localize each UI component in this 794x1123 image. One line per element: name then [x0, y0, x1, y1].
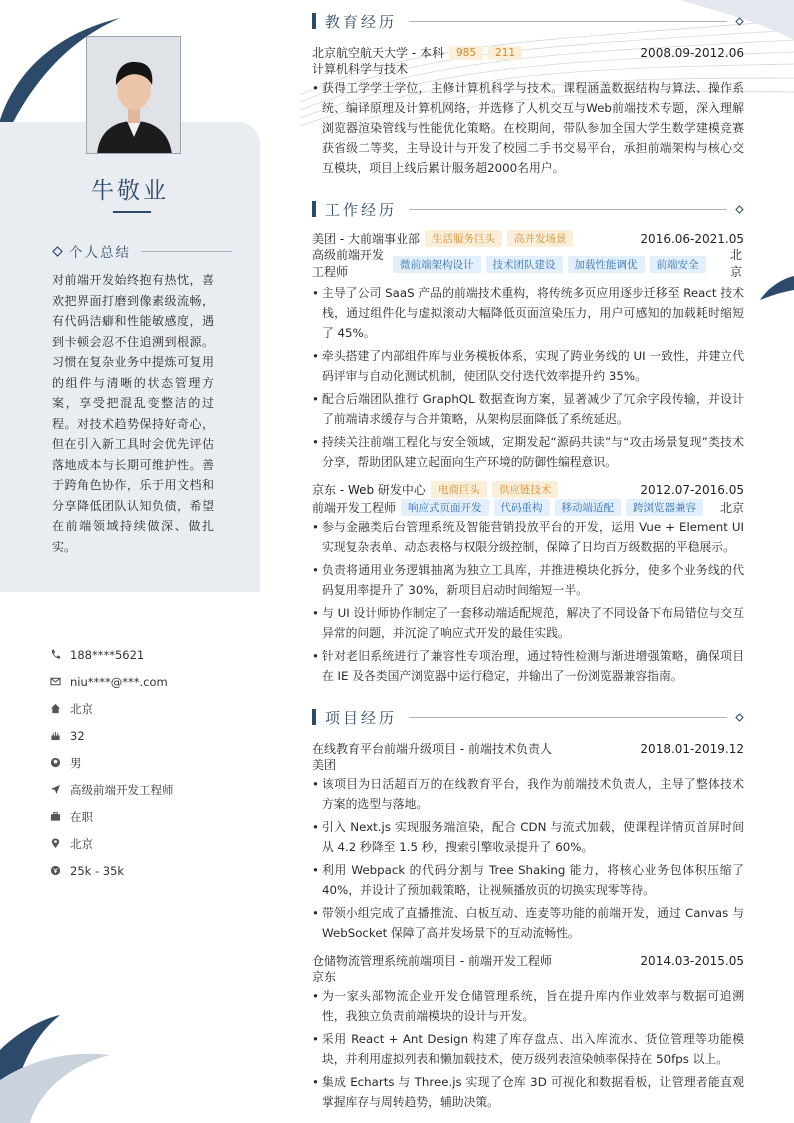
date-range: 2016.06-2021.05: [640, 231, 744, 246]
contact-value: niu****@***.com: [70, 674, 168, 689]
work-title: 工作经历: [325, 200, 398, 219]
contact-age: [50, 722, 250, 749]
contact-value: 25k - 35k: [70, 863, 125, 878]
project-name: 在线教育平台前端升级项目 - 前端技术负责人: [312, 742, 552, 756]
skill-tag: 加载性能调优: [568, 256, 645, 273]
person-name: 牛敬业: [91, 178, 169, 204]
education-title: 教育经历: [325, 12, 398, 31]
school-name: 北京航空航天大学 - 本科: [312, 46, 444, 60]
project-name: 仓储物流管理系统前端项目 - 前端开发工程师: [312, 954, 552, 968]
money-icon: [50, 865, 61, 876]
diamond-icon: [52, 246, 63, 257]
contact-phone: [50, 641, 250, 668]
diamond-icon: [735, 17, 744, 26]
projects-title: 项目经历: [325, 708, 398, 727]
contact-value: 32: [70, 728, 85, 743]
project-entry: [312, 740, 744, 946]
contact-home: [50, 695, 250, 722]
contact-value: 高级前端开发工程师: [70, 782, 174, 797]
bullet-item: • 负责将通用业务逻辑抽离为独立工具库，并推进模块化拆分，使多个业务线的代码复用率提升了 30%，新项目启动时间缩短一半。: [312, 560, 744, 600]
project-org: 京东: [312, 970, 337, 984]
section-bar: [312, 709, 316, 725]
summary-header: [52, 241, 232, 261]
job-role: 高级前端开发工程师: [312, 248, 385, 279]
project-entry: [312, 952, 744, 1115]
project-org: 美团: [312, 758, 337, 772]
tag-badge: 985: [449, 46, 483, 60]
bullet-item: • 采用 React + Ant Design 构建了库存盘点、出入库流水、货位管理等功能模块，并利用虚拟列表和懒加载技术，使万级列表渲染帧率保持在 50fps 以上。: [312, 1029, 744, 1069]
contact-value: 在职: [70, 809, 93, 824]
gender-icon: [50, 757, 61, 768]
bullet-item: • 获得工学学士学位，主修计算机科学与技术。课程涵盖数据结构与算法、操作系统、编译原理及计算机网络，并选修了人机交互与Web前端技术专题，深入理解浏览器渲染管线与性能优化策略。在校期间，带队参加全国大学生数学建模竞赛获省级二等奖，主导设计与开发了校园二手书交易平台，承担前端架构与核心交互模块，项目上线后累计服务超2000名用户。: [312, 78, 744, 178]
section-divider: [409, 21, 727, 22]
education-header: [312, 10, 744, 32]
mail-icon: [50, 676, 61, 687]
bullet-item: • 主导了公司 SaaS 产品的前端技术重构，将传统多页应用逐步迁移至 React 技术栈，通过组件化与虚拟滚动大幅降低页面渲染压力，用户可感知的加载耗时缩短了 45%。: [312, 283, 744, 343]
summary-text: 对前端开发始终抱有热忱，喜欢把界面打磨到像素级流畅，有代码洁癖和性能敏感度，遇到卡顿会忍不住追溯到根源。习惯在复杂业务中提炼可复用的组件与清晰的状态管理方案，享受把混乱变整洁的过程。对技术趋势保持好奇心，但在引入新工具时会优先评估落地成本与长期可维护性。善于跨角色协作，乐于用文档和分享降低团队认知负债，希望在前端领域持续做深、做扎实。: [52, 273, 214, 554]
skill-tag: 响应式页面开发: [401, 499, 489, 516]
date-range: 2018.01-2019.12: [640, 741, 744, 756]
tag-badge: 供应链技术: [492, 481, 559, 498]
section-bar: [312, 13, 316, 29]
skill-tag: 微前端架构设计: [393, 256, 481, 273]
bullet-item: • 集成 Echarts 与 Three.js 实现了仓库 3D 可视化和数据看板，让管理者能直观掌握库存与周转趋势，辅助决策。: [312, 1072, 744, 1112]
job-entry: [312, 481, 744, 689]
major: 计算机科学与技术: [312, 62, 409, 76]
phone-icon: [50, 649, 61, 660]
contact-location: [50, 830, 250, 857]
education-entry: [312, 44, 744, 181]
contact-value: 北京: [70, 836, 93, 851]
cake-icon: [50, 730, 61, 741]
home-icon: [50, 703, 61, 714]
job-role: 前端开发工程师: [312, 501, 397, 515]
contact-email: [50, 668, 250, 695]
bullet-item: • 参与金融类后台管理系统及智能营销投放平台的开发，运用 Vue + Element UI 实现复杂表单、动态表格与权限分级控制，保障了日均百万级数据的平稳展示。: [312, 517, 744, 557]
skill-tag: 前端安全: [650, 256, 706, 273]
date-range: 2012.07-2016.05: [640, 482, 744, 497]
bullet-item: • 配合后端团队推行 GraphQL 数据查询方案，显著减少了冗余字段传输，并设计了前端请求缓存与合并策略，从架构层面降低了系统延迟。: [312, 389, 744, 429]
contact-salary: [50, 857, 250, 884]
skill-tag: 跨浏览器兼容: [626, 499, 703, 516]
company-name: 美团 - 大前端事业部: [312, 232, 420, 246]
bullet-item: • 持续关注前端工程化与安全领域，定期发起“源码共读”与“攻击场景复现”类技术分享，帮助团队建立起面向生产环境的防御性编程意识。: [312, 432, 744, 472]
tag-badge: 高并发场景: [507, 230, 574, 247]
tag-badge: 电商巨头: [431, 481, 487, 498]
diamond-icon: [735, 205, 744, 214]
bullet-item: • 引入 Next.js 实现服务端渲染，配合 CDN 与流式加载，使课程详情页首屏时间从 4.2 秒降至 1.5 秒，搜索引擎收录提升了 60%。: [312, 817, 744, 857]
contact-list: [50, 641, 250, 884]
bullet-item: • 牵头搭建了内部组件库与业务模板体系，实现了跨业务线的 UI 一致性，并建立代码评审与自动化测试机制，使团队交付迭代效率提升约 35%。: [312, 346, 744, 386]
contact-value: 北京: [70, 701, 93, 716]
bullet-item: • 与 UI 设计师协作制定了一套移动端适配规范，解决了不同设备下布局错位与交互异常的问题，并沉淀了响应式开发的最佳实践。: [312, 603, 744, 643]
contact-position: [50, 776, 250, 803]
section-divider: [409, 717, 727, 718]
bullet-item: • 该项目为日活超百万的在线教育平台，我作为前端技术负责人，主导了整体技术方案的选型与落地。: [312, 774, 744, 814]
section-divider: [409, 209, 727, 210]
skill-tag: 代码重构: [494, 499, 550, 516]
projects-header: [312, 706, 744, 728]
name-underline: [113, 211, 151, 213]
tag-badge: 生活服务巨头: [425, 230, 502, 247]
work-header: [312, 198, 744, 220]
avatar: [86, 36, 181, 154]
job-entry: [312, 230, 744, 475]
job-city: 北京: [719, 501, 744, 515]
contact-gender: [50, 749, 250, 776]
send-icon: [50, 784, 61, 795]
contact-status: [50, 803, 250, 830]
bullet-item: • 利用 Webpack 的代码分割与 Tree Shaking 能力，将核心业务包体积压缩了 40%，并设计了预加载策略，让视频播放页的切换实现零等待。: [312, 860, 744, 900]
skill-tag: 技术团队建设: [486, 256, 563, 273]
summary-title: 个人总结: [69, 245, 131, 261]
tag-badge: 211: [488, 46, 522, 60]
briefcase-icon: [50, 811, 61, 822]
company-name: 京东 - Web 研发中心: [312, 483, 426, 497]
location-icon: [50, 838, 61, 849]
job-city: 北京: [730, 248, 743, 279]
skill-tag: 移动端适配: [555, 499, 622, 516]
bullet-item: • 为一家头部物流企业开发仓储管理系统，旨在提升库内作业效率与数据可追溯性，我独立负责前端模块的设计与开发。: [312, 986, 744, 1026]
bullet-item: • 带领小组完成了直播推流、白板互动、连麦等功能的前端开发，通过 Canvas 与 WebSocket 保障了高并发场景下的互动流畅性。: [312, 903, 744, 943]
date-range: 2014.03-2015.05: [640, 953, 744, 968]
contact-value: 男: [70, 755, 82, 770]
date-range: 2008.09-2012.06: [640, 45, 744, 60]
section-bar: [312, 201, 316, 217]
summary-divider: [141, 251, 232, 252]
contact-value: 188****5621: [70, 647, 145, 662]
diamond-icon: [735, 713, 744, 722]
bullet-item: • 针对老旧系统进行了兼容性专项治理，通过特性检测与渐进增强策略，确保项目在 IE 及各类国产浏览器中运行稳定，并输出了一份浏览器兼容指南。: [312, 646, 744, 686]
